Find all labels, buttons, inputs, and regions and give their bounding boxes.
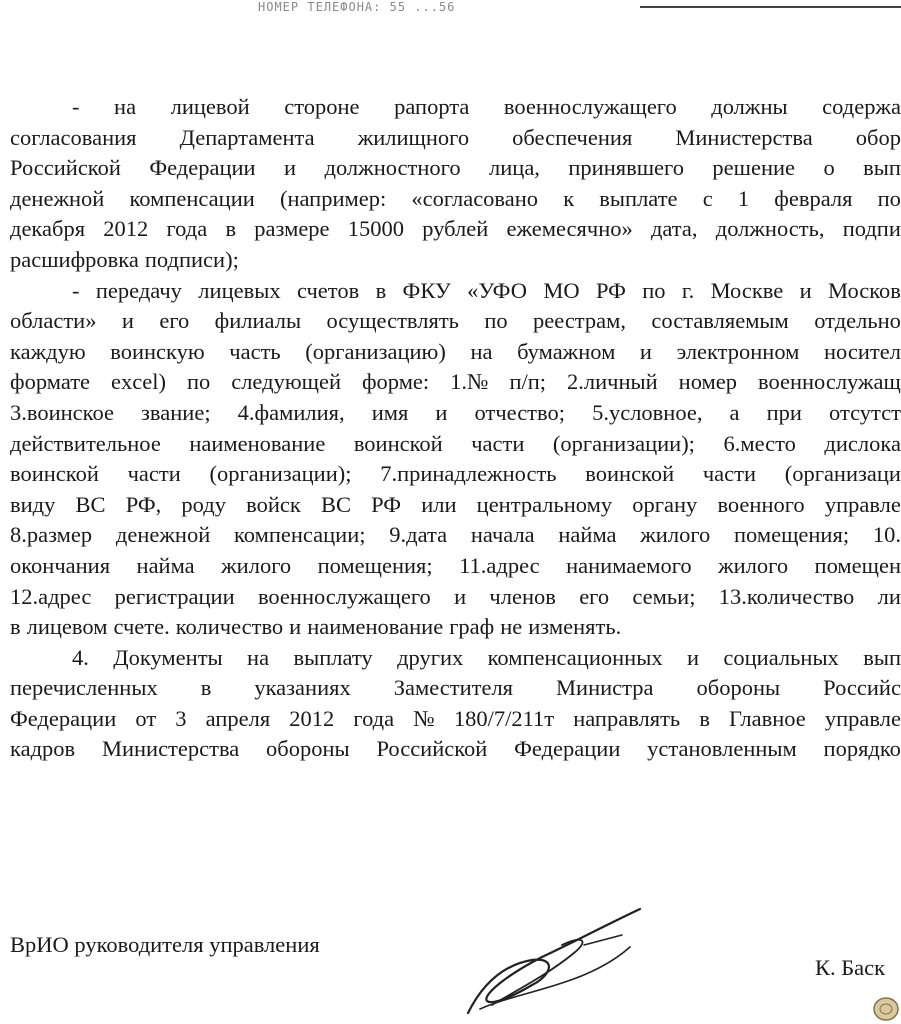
word: 1.№	[450, 369, 489, 395]
word: к	[563, 185, 575, 211]
word: «согласовано	[411, 185, 539, 211]
word: перечисленных	[10, 675, 158, 701]
word: 6.место	[723, 430, 796, 456]
word: составляемым	[651, 308, 789, 334]
word: центральному	[476, 491, 613, 517]
word: содержа	[822, 94, 901, 119]
word: роду	[181, 491, 226, 517]
word: Российской	[10, 155, 121, 181]
text-line	[10, 734, 901, 765]
word: 4.	[72, 644, 89, 670]
word: принявшего	[568, 155, 684, 181]
word: Федерации	[10, 705, 117, 731]
word: других	[397, 644, 464, 670]
fax-header-rule	[640, 6, 901, 8]
word: дислока	[824, 430, 901, 456]
text-line	[10, 520, 901, 551]
word: направлять	[573, 705, 681, 731]
word: части	[127, 461, 181, 487]
word: членов	[489, 583, 556, 609]
word: его	[159, 308, 190, 334]
word: денежной	[10, 185, 105, 211]
word: на	[247, 644, 270, 670]
document-body	[10, 92, 901, 765]
word: (организаци	[784, 461, 901, 487]
word: Министра	[556, 675, 654, 701]
word: военнослужащего	[257, 583, 431, 609]
word: №	[413, 705, 435, 731]
word: рублей	[422, 216, 489, 242]
word: дата,	[650, 216, 698, 242]
word: помещен	[814, 552, 901, 578]
word: 4.фамилия,	[237, 399, 345, 425]
word: 7.принадлежность	[380, 461, 557, 487]
word: подписи);	[144, 246, 239, 272]
word: действительное	[10, 430, 161, 456]
word: компенсации;	[233, 522, 366, 548]
text-line	[10, 704, 901, 735]
text-line	[10, 306, 901, 337]
word: 8.размер	[10, 522, 93, 548]
word: войск	[246, 491, 301, 517]
text-line	[10, 643, 901, 674]
word: (организации);	[552, 430, 695, 456]
word: Главное	[729, 705, 806, 731]
word: помещения;	[733, 522, 850, 548]
word: -	[72, 94, 80, 119]
word: жилого	[718, 552, 789, 578]
word: 12.адрес	[10, 583, 92, 609]
word: его	[579, 583, 610, 609]
word: и	[686, 644, 700, 670]
word: не	[500, 614, 523, 640]
word: 2012	[289, 705, 335, 731]
word: excel)	[111, 369, 166, 395]
word: отсутст	[829, 399, 901, 425]
word: в	[375, 277, 387, 303]
word: апреля	[205, 705, 271, 731]
word: в	[699, 705, 710, 731]
word: осуществлять	[326, 308, 459, 334]
word: от	[135, 705, 157, 731]
signer-name: К. Баск	[815, 955, 886, 980]
word: регистрации	[114, 583, 235, 609]
text-line	[10, 612, 901, 643]
word: отчество;	[474, 399, 565, 425]
word: форме:	[361, 369, 430, 395]
word: семьи;	[632, 583, 696, 609]
word: жилого	[640, 522, 711, 548]
word: Федерации	[149, 155, 256, 181]
word: установленным	[647, 736, 797, 762]
text-line	[10, 153, 901, 184]
word: обороны	[696, 675, 781, 701]
text-line	[10, 276, 901, 307]
word: военнослужащего	[503, 94, 677, 119]
word: ежемесячно»	[506, 216, 633, 242]
word: (например:	[279, 185, 387, 211]
word: и	[121, 308, 134, 334]
word: 3.воинское	[10, 399, 114, 425]
word: ВС	[75, 491, 106, 517]
word: о	[823, 155, 835, 181]
word: -	[72, 277, 80, 303]
word: 13.количество	[718, 583, 855, 609]
word: Заместителя	[393, 675, 514, 701]
text-line	[10, 429, 901, 460]
word: передачу	[95, 277, 182, 303]
word: и	[284, 155, 297, 181]
word: управле	[824, 705, 901, 731]
text-line	[10, 214, 901, 245]
text-line	[10, 459, 901, 490]
word: ли	[877, 583, 901, 609]
word: компенсационных	[487, 644, 663, 670]
word: области»	[10, 308, 97, 334]
text-line	[10, 184, 901, 215]
word: Москве	[710, 277, 784, 303]
word: по	[877, 185, 901, 211]
word: органу	[632, 491, 698, 517]
word: а	[729, 399, 740, 425]
text-line	[10, 367, 901, 398]
word: бумажном	[517, 338, 616, 364]
text-line	[10, 673, 901, 704]
word: года	[353, 705, 395, 731]
word: 9.дата	[389, 522, 448, 548]
word: кадров	[10, 736, 76, 762]
word: счетов	[296, 277, 360, 303]
word: жилищного	[357, 124, 470, 150]
word: при	[766, 399, 802, 425]
text-line	[10, 490, 901, 521]
word: и	[639, 338, 652, 364]
word: или	[421, 491, 457, 517]
text-line	[10, 398, 901, 429]
word: денежной	[115, 522, 211, 548]
word: обеспечения	[512, 124, 633, 150]
word: должность,	[715, 216, 825, 242]
word: 5.условное,	[592, 399, 703, 425]
handwritten-signature	[462, 905, 647, 1020]
word: вып	[863, 644, 901, 670]
word: РФ	[371, 491, 402, 517]
text-line	[10, 337, 901, 368]
word: 11.адрес	[459, 552, 540, 578]
word: компенсации	[129, 185, 255, 211]
word: стороне	[284, 94, 360, 119]
word: с	[702, 185, 713, 211]
word: филиалы	[214, 308, 302, 334]
word: ВС	[320, 491, 351, 517]
word: Министерства	[101, 736, 240, 762]
word: должностного	[324, 155, 461, 181]
word: размере	[254, 216, 330, 242]
word: года	[166, 216, 208, 242]
word: Министерства	[675, 124, 813, 150]
word: отдельно	[814, 308, 901, 334]
word: (организацию)	[305, 338, 446, 364]
word: помещения;	[317, 552, 433, 578]
word: каждую	[10, 338, 86, 364]
word: по	[642, 277, 666, 303]
word: МО	[543, 277, 580, 303]
word: декабря	[10, 216, 86, 242]
word: начала	[470, 522, 535, 548]
word: обор	[855, 124, 901, 150]
word: подпи	[842, 216, 901, 242]
word: имя	[371, 399, 409, 425]
word: следующей	[231, 369, 341, 395]
word: воинской	[10, 461, 99, 487]
word: количество	[175, 614, 284, 640]
word: Москов	[828, 277, 901, 303]
text-line	[10, 92, 901, 123]
word: наименование	[189, 430, 326, 456]
word: реестрам,	[533, 308, 627, 334]
word: Департамента	[179, 124, 315, 150]
word: вып	[863, 155, 901, 181]
word: порядко	[823, 736, 901, 762]
word: в	[200, 675, 212, 701]
word: расшифровка	[10, 246, 139, 272]
word: жилого	[221, 552, 292, 578]
text-line	[10, 123, 901, 154]
word: и	[435, 399, 448, 425]
word: управле	[824, 491, 901, 517]
word: часть	[229, 338, 281, 364]
word: рапорта	[394, 94, 470, 119]
word: 180/7/211т	[453, 705, 555, 731]
text-line	[10, 245, 901, 276]
word: п/п;	[509, 369, 547, 395]
word: воинской	[585, 461, 675, 487]
word: г.	[681, 277, 695, 303]
word: и	[454, 583, 467, 609]
word: воинской	[353, 430, 443, 456]
word: на	[470, 338, 493, 364]
word: обороны	[266, 736, 350, 762]
word: должны	[711, 94, 788, 119]
word: 10.	[872, 522, 901, 548]
word: 2012	[103, 216, 149, 242]
word: (организации);	[209, 461, 352, 487]
word: РФ	[595, 277, 626, 303]
signer-position: ВрИО руководителя управления	[10, 932, 320, 957]
word: Документы	[113, 644, 223, 670]
word: решение	[712, 155, 796, 181]
word: формате	[10, 369, 91, 395]
fax-header: НОМЕР ТЕЛЕФОНА: 55 ...56	[258, 0, 456, 14]
word: граф	[449, 614, 495, 640]
word: 3	[175, 705, 187, 731]
word: лица,	[489, 155, 540, 181]
word: выплате	[599, 185, 678, 211]
word: номер	[678, 369, 737, 395]
word: лицевом	[26, 614, 108, 640]
word: 2.личный	[567, 369, 658, 395]
word: найма	[136, 552, 195, 578]
word: счете.	[113, 614, 170, 640]
word: по	[186, 369, 211, 395]
word: ФКУ	[402, 277, 451, 303]
word: по	[484, 308, 508, 334]
word: на	[114, 94, 137, 119]
word: и	[799, 277, 812, 303]
word: Российс	[823, 675, 901, 701]
seal-stamp-icon	[872, 996, 900, 1022]
word: 1	[737, 185, 750, 211]
word: лицевой	[170, 94, 250, 119]
word: февраля	[774, 185, 853, 211]
word: виду	[10, 491, 56, 517]
text-line	[10, 551, 901, 582]
word: окончания	[10, 552, 111, 578]
word: в	[225, 216, 237, 242]
word: согласования	[10, 124, 137, 150]
word: лицевых	[198, 277, 281, 303]
word: нанимаемого	[566, 552, 692, 578]
text-line	[10, 582, 901, 613]
word: звание;	[141, 399, 211, 425]
word: в	[10, 614, 21, 640]
word: воинскую	[110, 338, 205, 364]
word: носител	[824, 338, 901, 364]
word: 15000	[347, 216, 405, 242]
word: выплату	[293, 644, 373, 670]
word: военнослужащ	[757, 369, 901, 395]
word: наименование	[307, 614, 444, 640]
word: части	[471, 430, 525, 456]
word: найма	[558, 522, 617, 548]
word: социальных	[723, 644, 839, 670]
word: указаниях	[254, 675, 351, 701]
word: и	[289, 614, 302, 640]
word: Федерации	[514, 736, 621, 762]
word: электронном	[676, 338, 800, 364]
word: «УФО	[467, 277, 527, 303]
word: изменять.	[528, 614, 622, 640]
word: Российской	[376, 736, 488, 762]
word: части	[702, 461, 757, 487]
word: военного	[717, 491, 805, 517]
word: РФ,	[125, 491, 162, 517]
